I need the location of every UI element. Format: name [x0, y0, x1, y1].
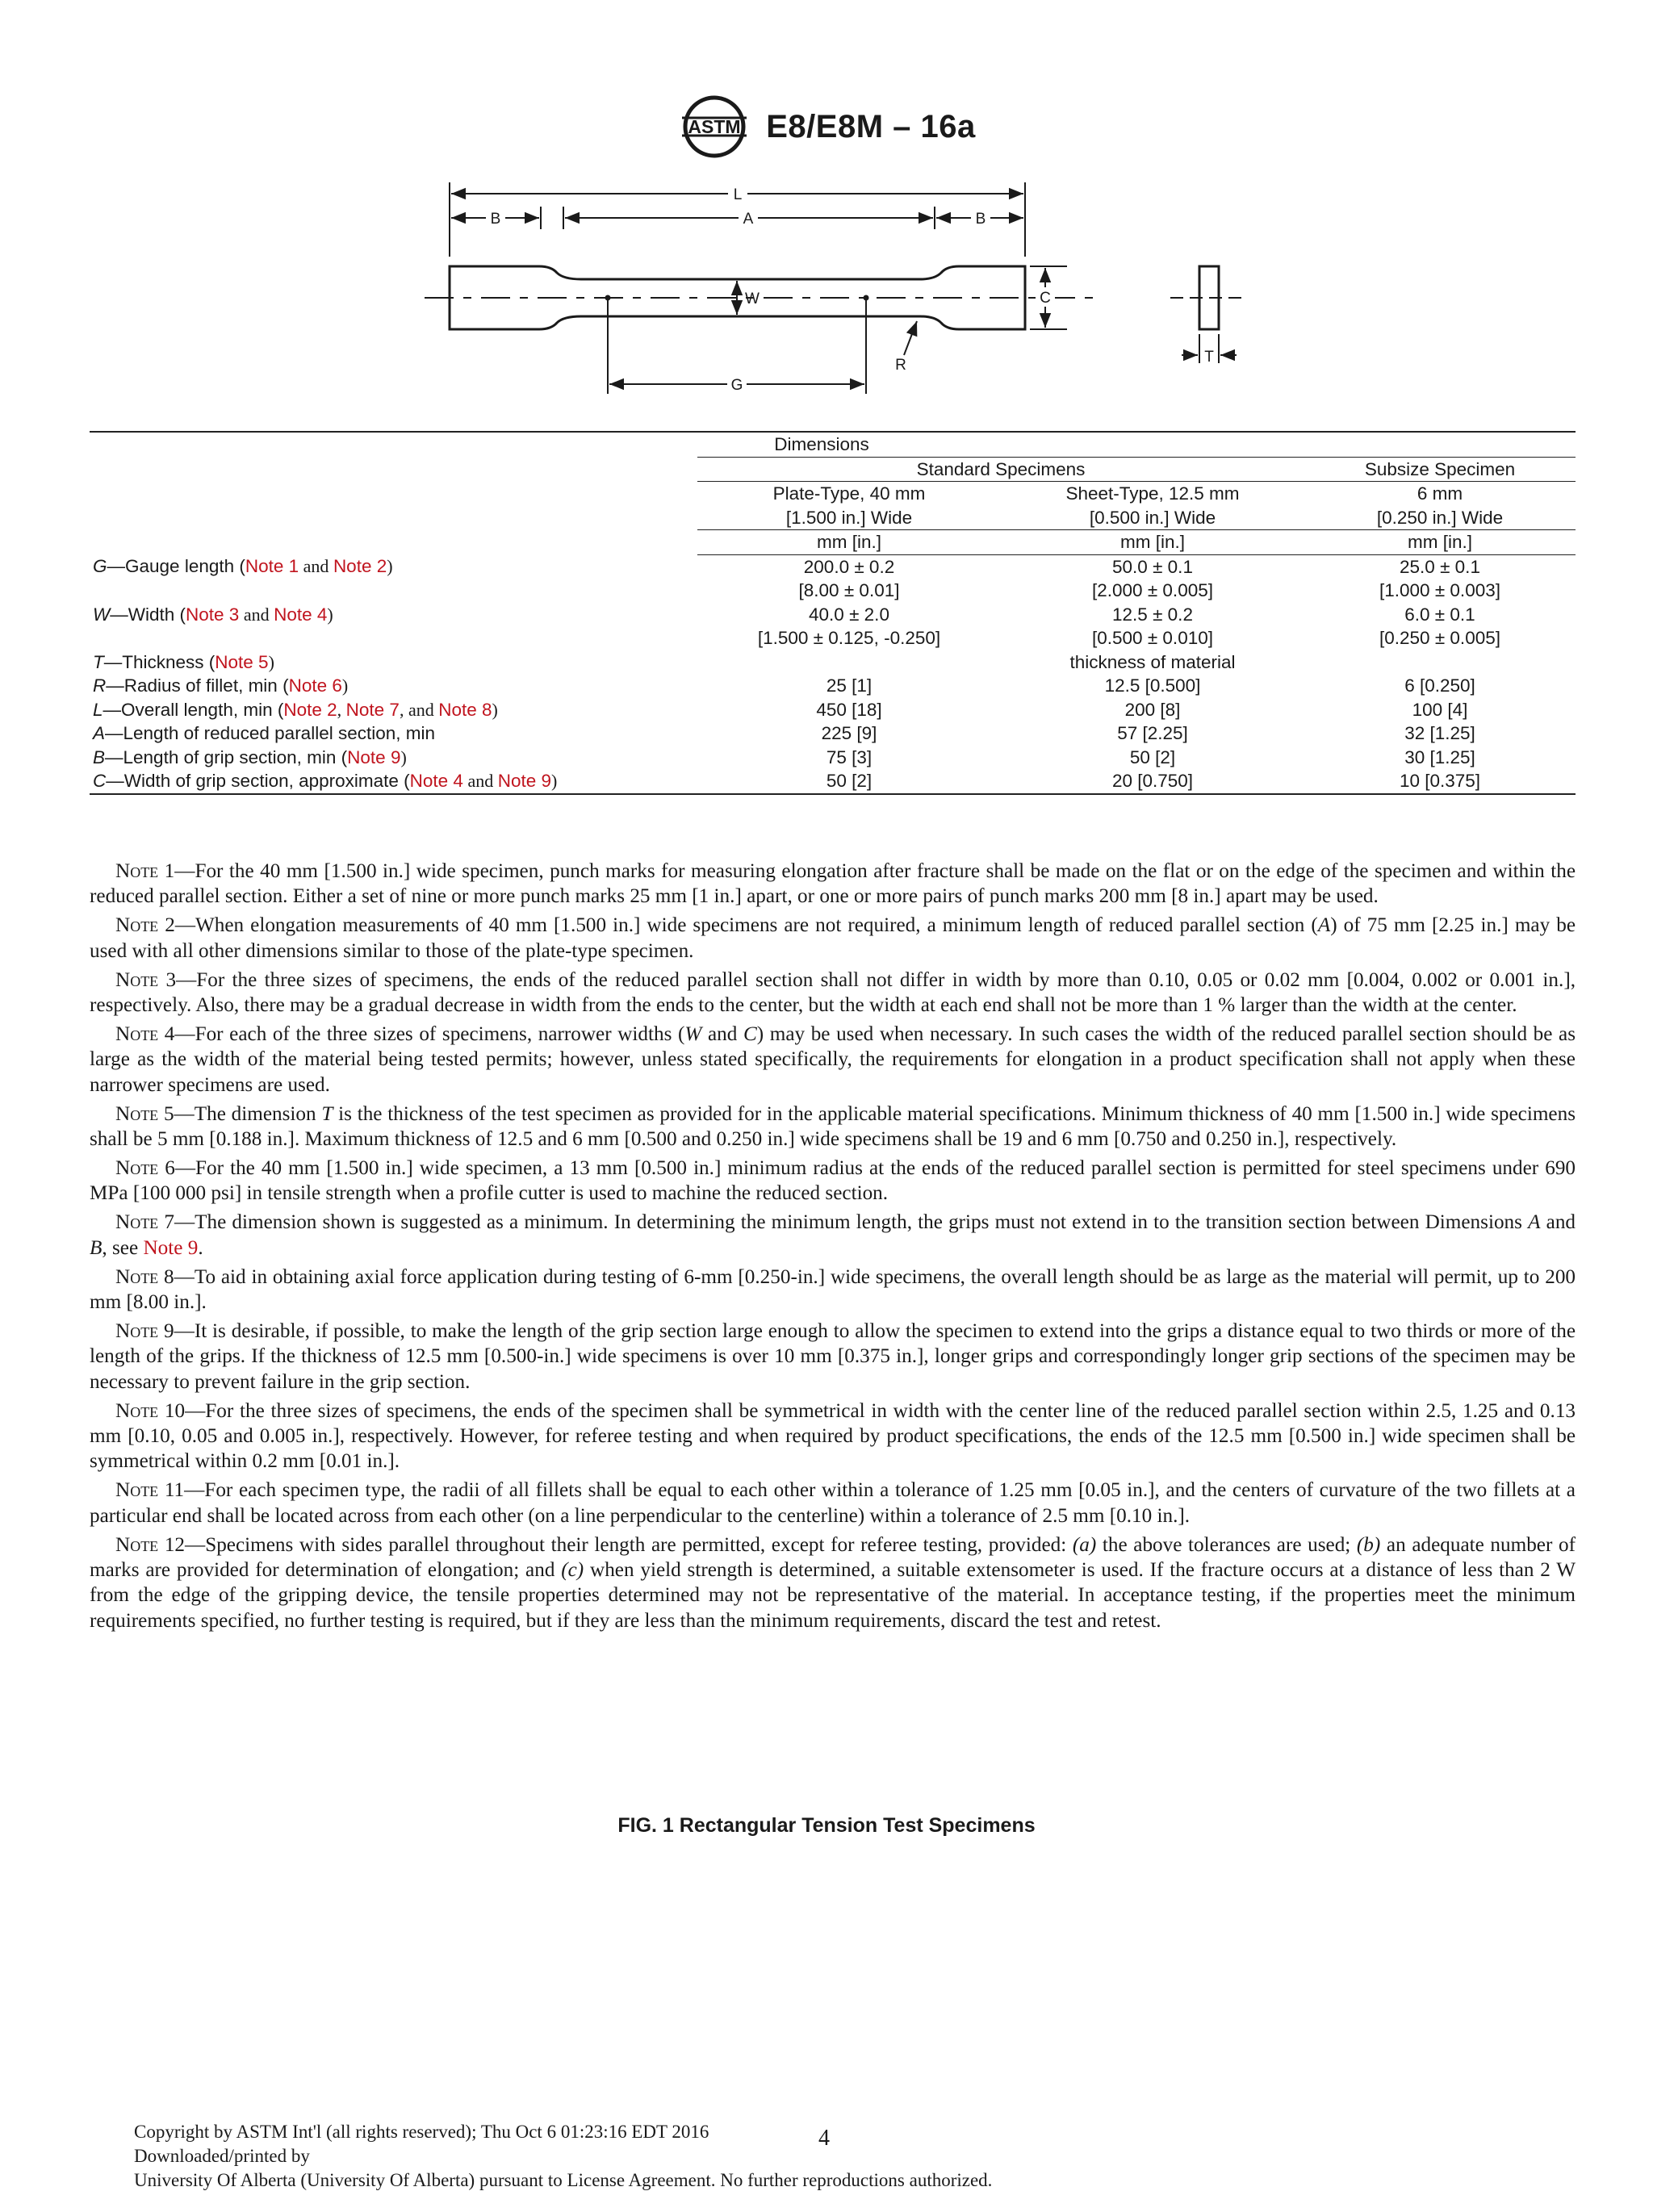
- dim-label-A: A: [743, 211, 754, 228]
- note-9: Note 9—It is desirable, if possible, to make the length of the grip section large enough to allow the specimen to extend into the grips a distance equal to two thirds or more of the length of the grips. If the thickness of 12.5 mm [0.500-in.] wide specimens is over 10 mm [0.375 in.], longer grips and correspondingly longer grip sections of the specimen may be necessary to prevent failure in the grip section.: [90, 1319, 1576, 1393]
- dim-label-G: G: [730, 377, 743, 394]
- type-sheet: Sheet-Type, 12.5 mm [0.500 in.] Wide: [1001, 482, 1304, 530]
- note-7: Note 7—The dimension shown is suggested as a minimum. In determining the minimum length, the grips must not extend in to the transition section between Dimensions A and B, see Note 9.: [90, 1211, 1576, 1259]
- table-row-grip-length: B—Length of grip section, min (Note 9) 75 [3] 50 [2] 30 [1.25]: [93, 746, 1475, 767]
- table-row-width: W—Width (Note 3 and Note 4) 40.0 ± 2.0 [1.500 ± 0.125, -0.250] 12.5 ± 0.2 [0.500 ± 0.010] 6.0 ± 0.1 [0.250 ± 0.005]: [93, 604, 1500, 648]
- dim-label-W: W: [745, 291, 760, 307]
- specimen-drawing: [420, 176, 1243, 404]
- figure-caption: FIG. 1 Rectangular Tension Test Specimens: [617, 1814, 1036, 1837]
- unit-cell: mm [in.]: [697, 530, 1001, 555]
- dim-label-R: R: [895, 357, 906, 374]
- note-2: Note 2—When elongation measurements of 40 mm [1.500 in.] wide specimens are not required, a minimum length of reduced parallel section (A) of 75 mm [2.25 in.] may be used with all other dimensions similar to those of the plate-type specimen.: [90, 914, 1576, 962]
- table-heading-row: [90, 433, 1576, 457]
- page-header: [0, 90, 1653, 163]
- specimen-diagram: [420, 176, 1243, 404]
- footer-downloaded: Downloaded/printed by: [134, 2146, 310, 2166]
- table-row-thickness: T—Thickness (Note 5) thickness of material: [93, 651, 1236, 672]
- note-10: Note 10—For the three sizes of specimens, the ends of the specimen shall be symmetrical in width with the center line of the reduced parallel section within 2.5, 1.25 and 0.13 mm [0.10, 0.05 and 0.005 in.], respectively. However, for referee testing and when required by product specifications, the ends of the 12.5 mm [0.500 in.] wide specimen shall be symmetrical within 0.2 mm [0.01 in.].: [90, 1399, 1576, 1473]
- note-9-link[interactable]: Note 9: [143, 1236, 199, 1259]
- unit-cell: mm [in.]: [1304, 530, 1576, 555]
- table-row-overall-length: L—Overall length, min (Note 2, Note 7, and Note 8) 450 [18] 200 [8] 100 [4]: [93, 699, 1468, 720]
- footer-copyright: Copyright by ASTM Int'l (all rights reserved); Thu Oct 6 01:23:16 EDT 2016: [134, 2122, 709, 2142]
- table-group-row: [90, 457, 1576, 482]
- table-heading: Dimensions: [774, 434, 869, 454]
- svg-text:ASTM: ASTM: [688, 116, 741, 137]
- type-subsize: 6 mm [0.250 in.] Wide: [1304, 482, 1576, 530]
- dim-label-B-right: B: [975, 211, 986, 228]
- note-4: Note 4—For each of the three sizes of specimens, narrower widths (W and C) may be used when necessary. In such cases the width of the reduced parallel section should be as large as the width of the material being tested permits; however, unless stated specifically, the requirements for elongation in a product specification shall not apply when these narrower specimens are used.: [90, 1022, 1576, 1096]
- note-11: Note 11—For each specimen type, the radii of all fillets shall be equal to each other within a tolerance of 1.25 mm [0.05 in.], and the centers of curvature of the two fillets at a particular end shall be located across from each other (on a line perpendicular to the centerline) within a tolerance of 2.5 mm [0.10 in.].: [90, 1479, 1576, 1527]
- type-plate: Plate-Type, 40 mm [1.500 in.] Wide: [697, 482, 1001, 530]
- dim-label-T: T: [1204, 349, 1214, 366]
- page-footer: [134, 2120, 1345, 2193]
- note-1: Note 1—For the 40 mm [1.500 in.] wide specimen, punch marks for measuring elongation after fracture shall be made on the flat or on the edge of the specimen and within the reduced parallel section. Either a set of nine or more punch marks 25 mm [1 in.] apart, or one or more pairs of punch marks 200 mm [8 in.] apart may be used.: [90, 860, 1576, 908]
- note-3: Note 3—For the three sizes of specimens, the ends of the reduced parallel section shall not differ in width by more than 0.10, 0.05 or 0.02 mm [0.004, 0.002 or 0.001 in.], respectively. Also, there may be a gradual decrease in width from the ends to the center, but the width at each end shall not be more than 1 % larger than the width at the center.: [90, 968, 1576, 1017]
- table-type-row: [90, 482, 1576, 530]
- table-row-gauge-length: G—Gauge length (Note 1 and Note 2) 200.0 ± 0.2 [8.00 ± 0.01] 50.0 ± 0.1 [2.000 ± 0.005] 25.0 ± 0.1 [1.000 ± 0.003]: [93, 556, 1500, 600]
- table-row-grip-width: C—Width of grip section, approximate (Note 4 and Note 9) 50 [2] 20 [0.750] 10 [0.375]: [90, 769, 1576, 794]
- group-standard: Standard Specimens: [697, 457, 1304, 482]
- table-row-reduced-section: A—Length of reduced parallel section, min 225 [9] 57 [2.25] 32 [1.25]: [93, 723, 1475, 743]
- table-unit-row: [90, 530, 1576, 555]
- unit-cell: mm [in.]: [1001, 530, 1304, 555]
- footer-license: University Of Alberta (University Of Alberta) pursuant to License Agreement. No further reproductions authorized.: [134, 2170, 993, 2190]
- dim-label-C: C: [1040, 290, 1051, 307]
- dim-label-L: L: [733, 186, 743, 203]
- note-12: Note 12—Specimens with sides parallel throughout their length are permitted, except for referee testing, provided: (a) the above tolerances are used; (b) an adequate number of marks are provided for determination of elongation; and (c) when yield strength is determined, a suitable extensometer is used. If the fracture occurs at a distance of less than 2 W from the edge of the gripping device, the tensile properties determined may not be representative of the material. In acceptance testing, if the properties meet the minimum requirements specified, no further testing is required, but if they are less than the minimum requirements, discard the test and retest.: [90, 1533, 1576, 1632]
- note-8: Note 8—To aid in obtaining axial force application during testing of 6-mm [0.250-in.] wide specimens, the overall length should be as large as the material will permit, up to 200 mm [8.00 in.].: [90, 1265, 1576, 1313]
- document-designation: E8/E8M – 16a: [766, 108, 976, 144]
- dim-label-B-left: B: [490, 211, 501, 228]
- notes-section: [90, 859, 1576, 1637]
- note-5: Note 5—The dimension T is the thickness of the test specimen as provided for in the applicable material specifications. Minimum thickness of 40 mm [1.500 in.] wide specimens shall be 5 mm [0.188 in.]. Maximum thickness of 12.5 and 6 mm [0.500 and 0.250 in.] wide specimens shall be 19 and 6 mm [0.750 and 0.250 in.], respectively.: [90, 1102, 1576, 1151]
- group-subsize: Subsize Specimen: [1304, 457, 1576, 482]
- table-row-fillet-radius: R—Radius of fillet, min (Note 6) 25 [1] 12.5 [0.500] 6 [0.250]: [93, 675, 1475, 696]
- astm-logo-icon: [677, 94, 751, 160]
- dimensions-table: [90, 431, 1576, 795]
- note-6: Note 6—For the 40 mm [1.500 in.] wide specimen, a 13 mm [0.500 in.] minimum radius at the ends of the reduced parallel section is permitted for steel specimens under 690 MPa [100 000 psi] in tensile strength when a profile cutter is used to machine the reduced section.: [90, 1156, 1576, 1205]
- page-number: 4: [818, 2126, 830, 2151]
